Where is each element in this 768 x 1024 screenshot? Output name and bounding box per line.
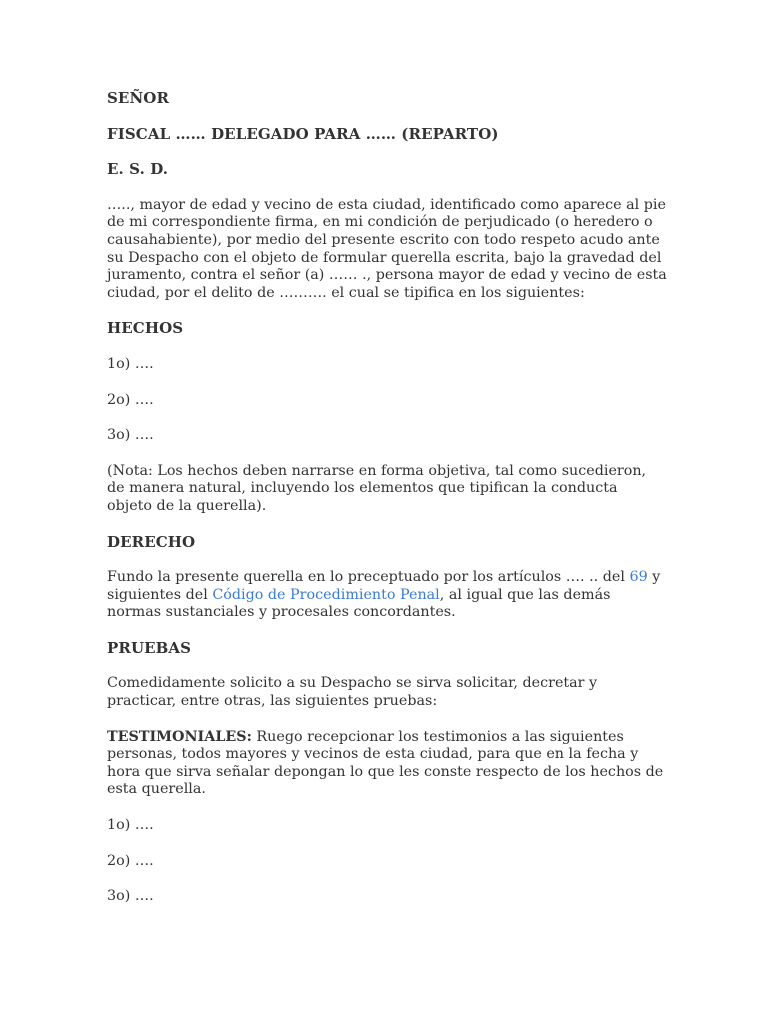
codigo-procedimiento-penal-link[interactable]: Código de Procedimiento Penal bbox=[212, 586, 440, 603]
articulo-69-link[interactable]: 69 bbox=[629, 569, 648, 586]
testimoniales-text: Ruego recepcionar los testimonios a las siguientes personas, todos mayores y vecinos de esta ciudad, para que en la fecha y hora que sirva señalar depongan lo que les conste respecto de los hechos de esta querella. bbox=[107, 728, 664, 798]
pruebas-item-2: 2o) …. bbox=[107, 852, 154, 869]
testimoniales-label: TESTIMONIALES: bbox=[107, 728, 252, 745]
derecho-text-1: Fundo la presente querella en lo preceptuado por los artículos …. .. del bbox=[107, 569, 630, 586]
pruebas-intro: Comedidamente solicito a su Despacho se sirva solicitar, decretar y practicar, entre otras, las siguientes pruebas: bbox=[107, 675, 598, 710]
pruebas-item-3: 3o) …. bbox=[107, 888, 154, 905]
hechos-note: (Nota: Los hechos deben narrarse en forma objetiva, tal como sucedieron, de manera natural, incluyendo los elementos que tipifican la conducta objeto de la querella). bbox=[107, 462, 647, 514]
addressee: FISCAL …… DELEGADO PARA …… (REPARTO) bbox=[107, 124, 499, 143]
intro-paragraph: ….., mayor de edad y vecino de esta ciudad, identificado como aparece al pie de mi correspondiente firma, en mi condición de perjudicado (o heredero o causahabiente), por medio del presente escrito con todo respeto acudo ante su Despacho con el objeto de formular querella escrita, bajo la gravedad del juramento, contra el señor (a) …… ., persona mayor de edad y vecino de esta ciudad, por el delito de ………. el cual se tipifica en los siguientes: bbox=[107, 196, 667, 301]
derecho-heading: DERECHO bbox=[107, 532, 196, 551]
derecho-paragraph bbox=[107, 569, 667, 622]
testimoniales-paragraph bbox=[107, 729, 667, 799]
hechos-item-2: 2o) …. bbox=[107, 391, 154, 408]
salutation: SEÑOR bbox=[107, 89, 170, 107]
hechos-item-3: 3o) …. bbox=[107, 427, 154, 444]
esd-line: E. S. D. bbox=[107, 160, 169, 179]
derecho-text-3: , al igual que las demás normas sustanciales y procesales concordantes. bbox=[107, 586, 611, 621]
hechos-item-1: 1o) …. bbox=[107, 355, 154, 372]
hechos-heading: HECHOS bbox=[107, 319, 184, 338]
pruebas-item-1: 1o) …. bbox=[107, 817, 154, 834]
document-body bbox=[107, 90, 667, 924]
derecho-text-2: y siguientes del bbox=[107, 569, 661, 603]
pruebas-heading: PRUEBAS bbox=[107, 638, 192, 657]
